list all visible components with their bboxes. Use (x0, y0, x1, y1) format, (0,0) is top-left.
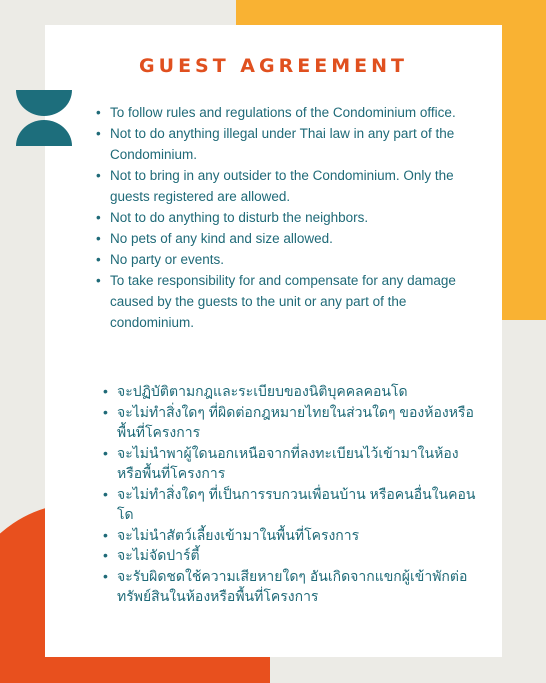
list-item: • To take responsibility for and compensate for any damage caused by the guests to the unit or any part of the condominium. (96, 270, 466, 333)
english-rules-list (96, 102, 466, 333)
list-item: • จะไม่นำสัตว์เลี้ยงเข้ามาในพื้นที่โครงการ (103, 525, 483, 546)
list-item: • No party or events. (96, 249, 466, 270)
page-title: GUEST AGREEMENT (139, 55, 408, 77)
list-item: • จะรับผิดชดใช้ความเสียหายใดๆ อันเกิดจากแขกผู้เข้าพักต่อทรัพย์สินในห้องหรือพื้นที่โครงการ (103, 566, 483, 607)
list-item: • จะปฏิบัติตามกฎและระเบียบของนิติบุคคลคอนโด (103, 381, 483, 402)
list-item: • Not to bring in any outsider to the Condominium. Only the guests registered are allowed. (96, 165, 466, 207)
list-item: • No pets of any kind and size allowed. (96, 228, 466, 249)
list-item: • Not to do anything illegal under Thai law in any part of the Condominium. (96, 123, 466, 165)
list-item: • จะไม่จัดปาร์ตี้ (103, 545, 483, 566)
list-item: • จะไม่ทำสิ่งใดๆ ที่เป็นการรบกวนเพื่อนบ้าน หรือคนอื่นในคอนโด (103, 484, 483, 525)
list-item: • จะไม่นำพาผู้ใดนอกเหนือจากที่ลงทะเบียนไว้เข้ามาในห้องหรือพื้นที่โครงการ (103, 443, 483, 484)
teal-decorative-shape (16, 90, 72, 146)
list-item: • จะไม่ทำสิ่งใดๆ ที่ผิดต่อกฎหมายไทยในส่วนใดๆ ของห้องหรือพื้นที่โครงการ (103, 402, 483, 443)
list-item: • To follow rules and regulations of the Condominium office. (96, 102, 466, 123)
thai-rules-list (103, 381, 483, 607)
list-item: • Not to do anything to disturb the neighbors. (96, 207, 466, 228)
